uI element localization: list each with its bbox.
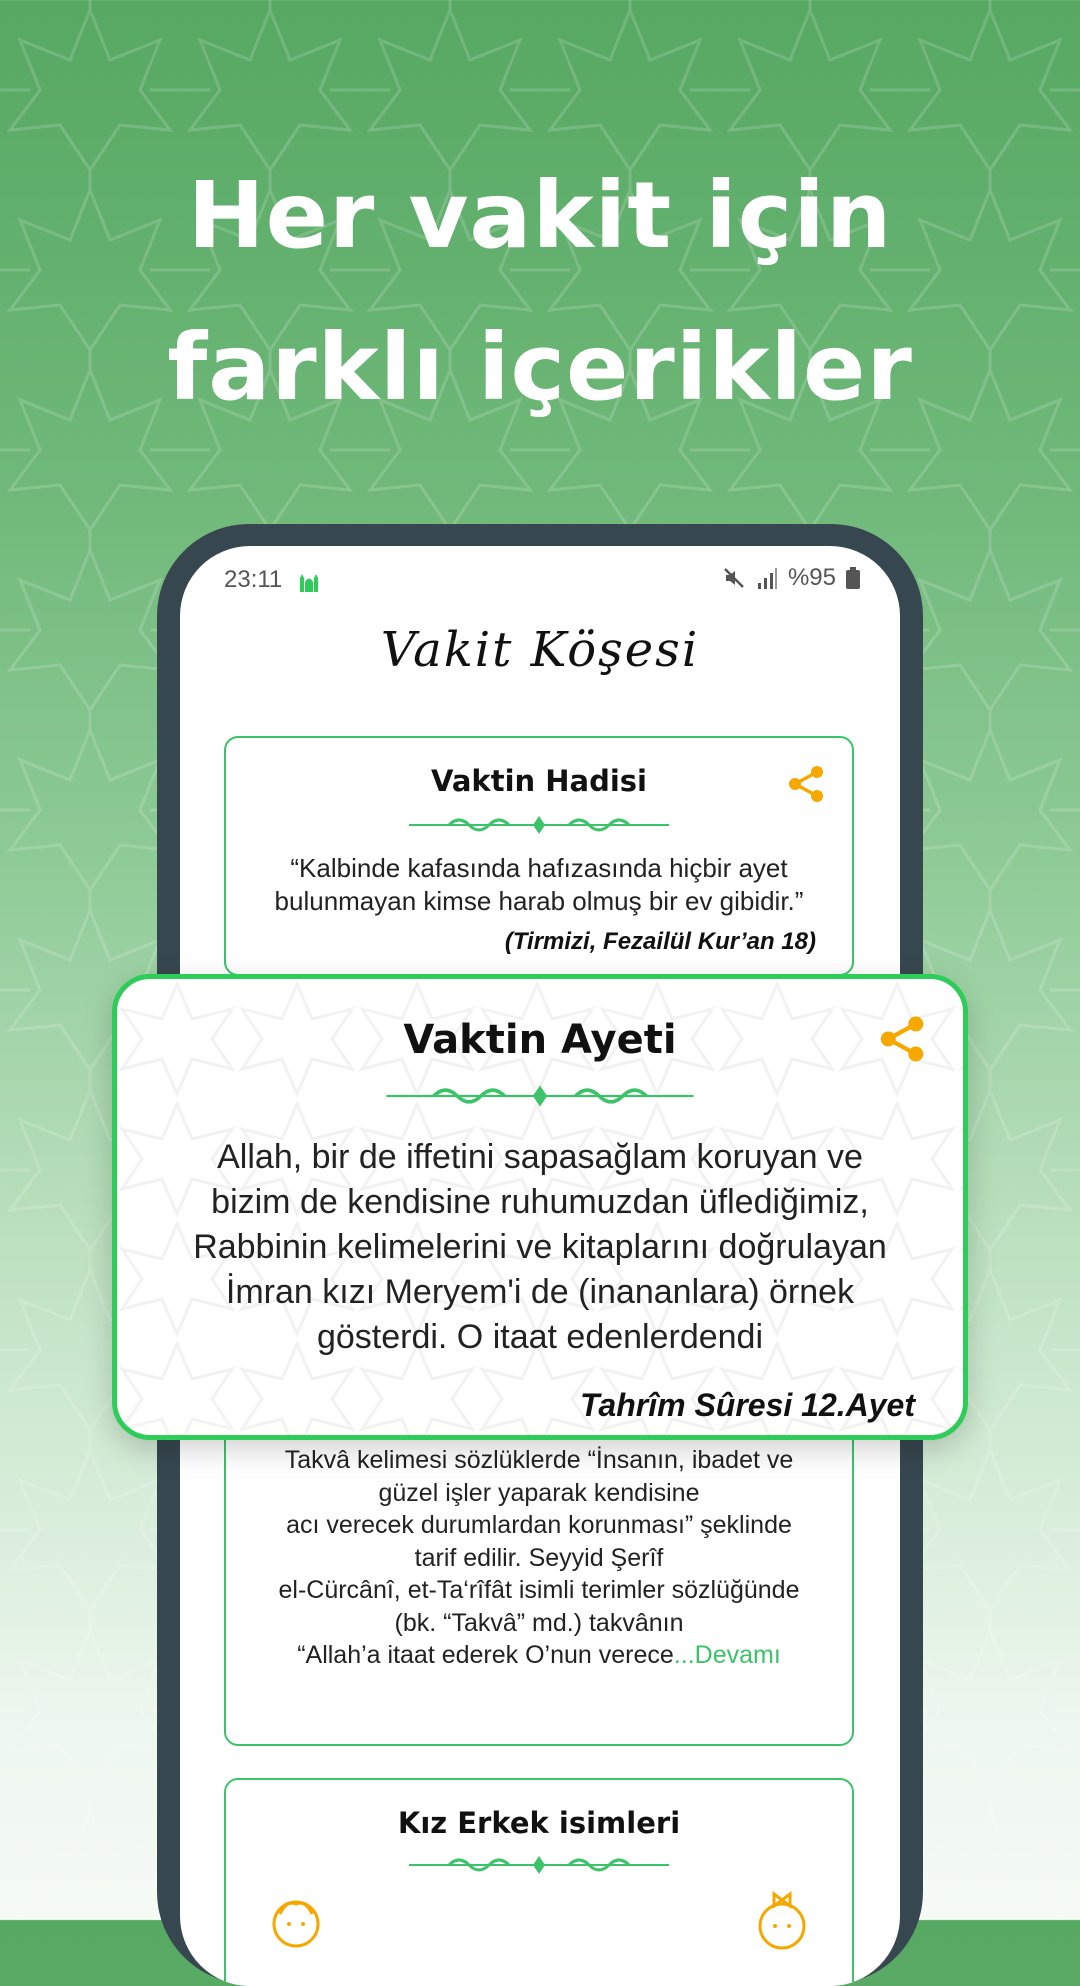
hadis-text-line: “Kalbinde kafasında hafızasında hiçbir ayet	[290, 853, 788, 883]
ornament-divider	[360, 1083, 720, 1109]
share-icon[interactable]	[786, 764, 826, 804]
ayet-text-line: bizim de kendisine ruhumuzdan üflediğimiz,	[211, 1183, 869, 1221]
promo-headline	[0, 140, 1080, 444]
status-right	[722, 564, 860, 592]
takva-text	[246, 1444, 832, 1672]
app-title: Vakit Köşesi	[380, 622, 700, 678]
signal-icon	[756, 567, 778, 589]
takva-text-line: tarif edilir. Seyyid Şerîf	[414, 1543, 664, 1572]
status-bar	[180, 546, 900, 612]
takva-text-last-line	[246, 1639, 832, 1672]
takva-text-line: (bk. “Takvâ” md.) takvânın	[394, 1608, 684, 1637]
takva-text-line: acı verecek durumlardan korunması” şeklinde	[286, 1511, 792, 1539]
ornament-divider	[409, 1854, 669, 1876]
mosque-icon	[298, 568, 320, 592]
ayet-card[interactable]	[112, 974, 968, 1440]
ayet-text	[147, 1135, 933, 1360]
headline-line-2: farklı içerikler	[167, 314, 913, 421]
takva-text-line: Takvâ kelimesi sözlüklerde “İnsanın, ibadet ve	[284, 1446, 794, 1474]
battery-icon	[846, 567, 860, 589]
ayet-source: Tahrîm Sûresi 12.Ayet	[580, 1387, 915, 1423]
share-icon[interactable]	[877, 1013, 927, 1065]
hadis-text	[246, 852, 832, 918]
ayet-text-line: Allah, bir de iffetini sapasağlam koruyan ve	[217, 1138, 863, 1176]
takva-text-line: el-Cürcânî, et-Ta‘rîfât isimli terimler sözlüğünde	[278, 1576, 800, 1604]
ayet-text-line: Rabbinin kelimelerini ve kitaplarını doğrulayan	[193, 1228, 887, 1266]
hadis-card-title: Vaktin Hadisi	[431, 764, 647, 798]
ayet-text-line: gösterdi. O itaat edenlerdendi	[316, 1318, 764, 1356]
headline-line-1: Her vakit için	[187, 162, 893, 269]
status-time: 23:11	[224, 566, 283, 593]
hadis-card[interactable]	[224, 736, 854, 976]
baby-boy-icon[interactable]	[266, 1892, 326, 1952]
hadis-source: (Tirmizi, Fezailül Kur’an 18)	[504, 928, 816, 955]
battery-percent: %95	[787, 564, 836, 591]
names-card[interactable]	[224, 1778, 854, 1986]
mute-icon	[722, 566, 746, 590]
ayet-card-title: Vaktin Ayeti	[403, 1017, 677, 1063]
hadis-text-line: bulunmayan kimse harab olmuş bir ev gibidir.”	[274, 886, 804, 916]
takva-text-line: güzel işler yaparak kendisine	[378, 1478, 700, 1507]
ornament-divider	[409, 814, 669, 836]
baby-girl-icon[interactable]	[752, 1884, 812, 1952]
ayet-text-line: İmran kızı Meryem'i de (inananlara) örnek	[225, 1273, 855, 1311]
takva-text-line: “Allah’a itaat ederek O’nun verece	[297, 1641, 674, 1669]
read-more-link[interactable]: ...Devamı	[673, 1641, 781, 1669]
names-card-title: Kız Erkek isimleri	[397, 1806, 681, 1840]
